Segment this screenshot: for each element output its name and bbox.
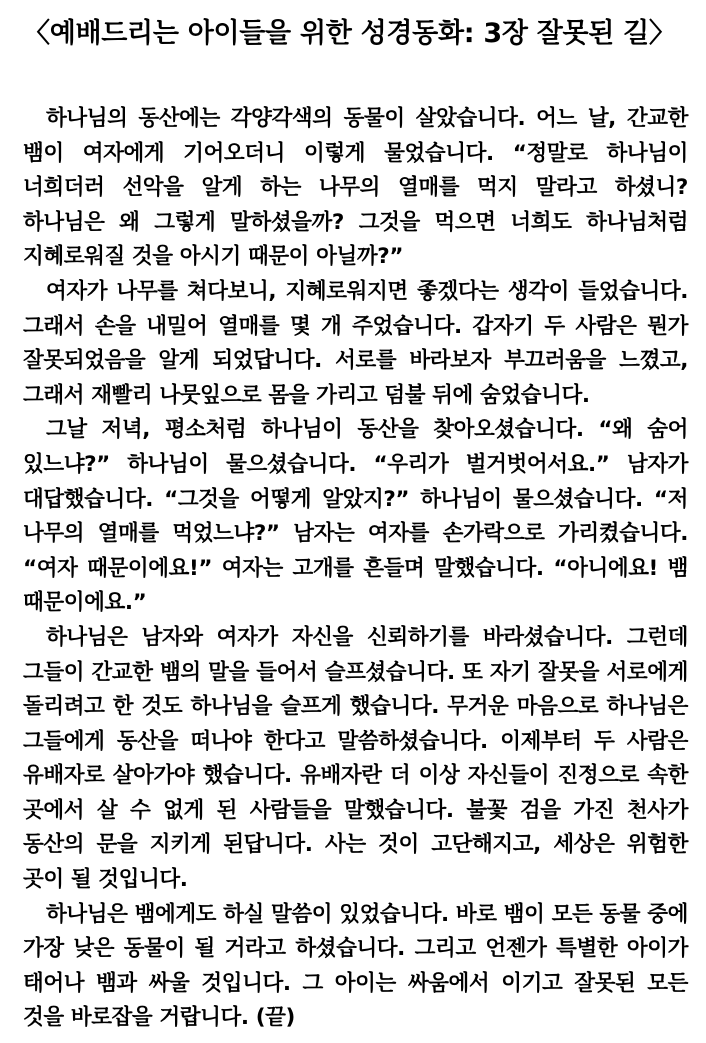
paragraph-5: 하나님은 뱀에게도 하실 말씀이 있었습니다. 바로 뱀이 모든 동물 중에 가장 낮은 동물이 될 거라고 하셨습니다. 그리고 언젠가 특별한 아이가 태어나 뱀과 싸울 것입니다. 그 아이는 싸움에서 이기고 잘못된 모든 것을 바로잡을 거랍니다. (끝) — [23, 901, 688, 1031]
document-body — [23, 102, 688, 1036]
paragraph-1: 하나님의 동산에는 각양각색의 동물이 살았습니다. 어느 날, 간교한 뱀이 여자에게 기어오더니 이렇게 물었습니다. “정말로 하나님이 너희더러 선악을 알게 하는 나무의 열매를 먹지 말라고 하셨니? 하나님은 왜 그렇게 말하셨을까? 그것을 먹으면 너희도 하나님처럼 지혜로워질 것을 아시기 때문이 아닐까?” — [23, 106, 688, 270]
document-title: 〈예배드리는 아이들을 위한 성경동화: 3장 잘못된 길〉 — [23, 18, 676, 49]
paragraph-2: 여자가 나무를 쳐다보니, 지혜로워지면 좋겠다는 생각이 들었습니다. 그래서 손을 내밀어 열매를 몇 개 주었습니다. 갑자기 두 사람은 뭔가 잘못되었음을 알게 되었답니다. 서로를 바라보자 부끄러움을 느꼈고, 그래서 재빨리 나뭇잎으로 몸을 가리고 덤불 뒤에 숨었습니다. — [23, 278, 688, 408]
paragraph-3: 그날 저녁, 평소처럼 하나님이 동산을 찾아오셨습니다. “왜 숨어 있느냐?” 하나님이 물으셨습니다. “우리가 벌거벗어서요.” 남자가 대답했습니다. “그것을 어떻게 알았지?” 하나님이 물으셨습니다. “저 나무의 열매를 먹었느냐?” 남자는 여자를 손가락으로 가리켰습니다. “여자 때문이에요!” 여자는 고개를 흔들며 말했습니다. “아니에요! 뱀 때문이에요.” — [23, 417, 688, 616]
paragraph-4: 하나님은 남자와 여자가 자신을 신뢰하기를 바라셨습니다. 그런데 그들이 간교한 뱀의 말을 들어서 슬프셨습니다. 또 자기 잘못을 서로에게 돌리려고 한 것도 하나님을 슬프게 했습니다. 무거운 마음으로 하나님은 그들에게 동산을 떠나야 한다고 말씀하셨습니다. 이제부터 두 사람은 유배자로 살아가야 했습니다. 유배자란 더 이상 자신들이 진정으로 속한 곳에서 살 수 없게 된 사람들을 말했습니다. 불꽃 검을 가진 천사가 동산의 문을 지키게 된답니다. 사는 것이 고단해지고, 세상은 위험한 곳이 될 것입니다. — [23, 624, 688, 893]
